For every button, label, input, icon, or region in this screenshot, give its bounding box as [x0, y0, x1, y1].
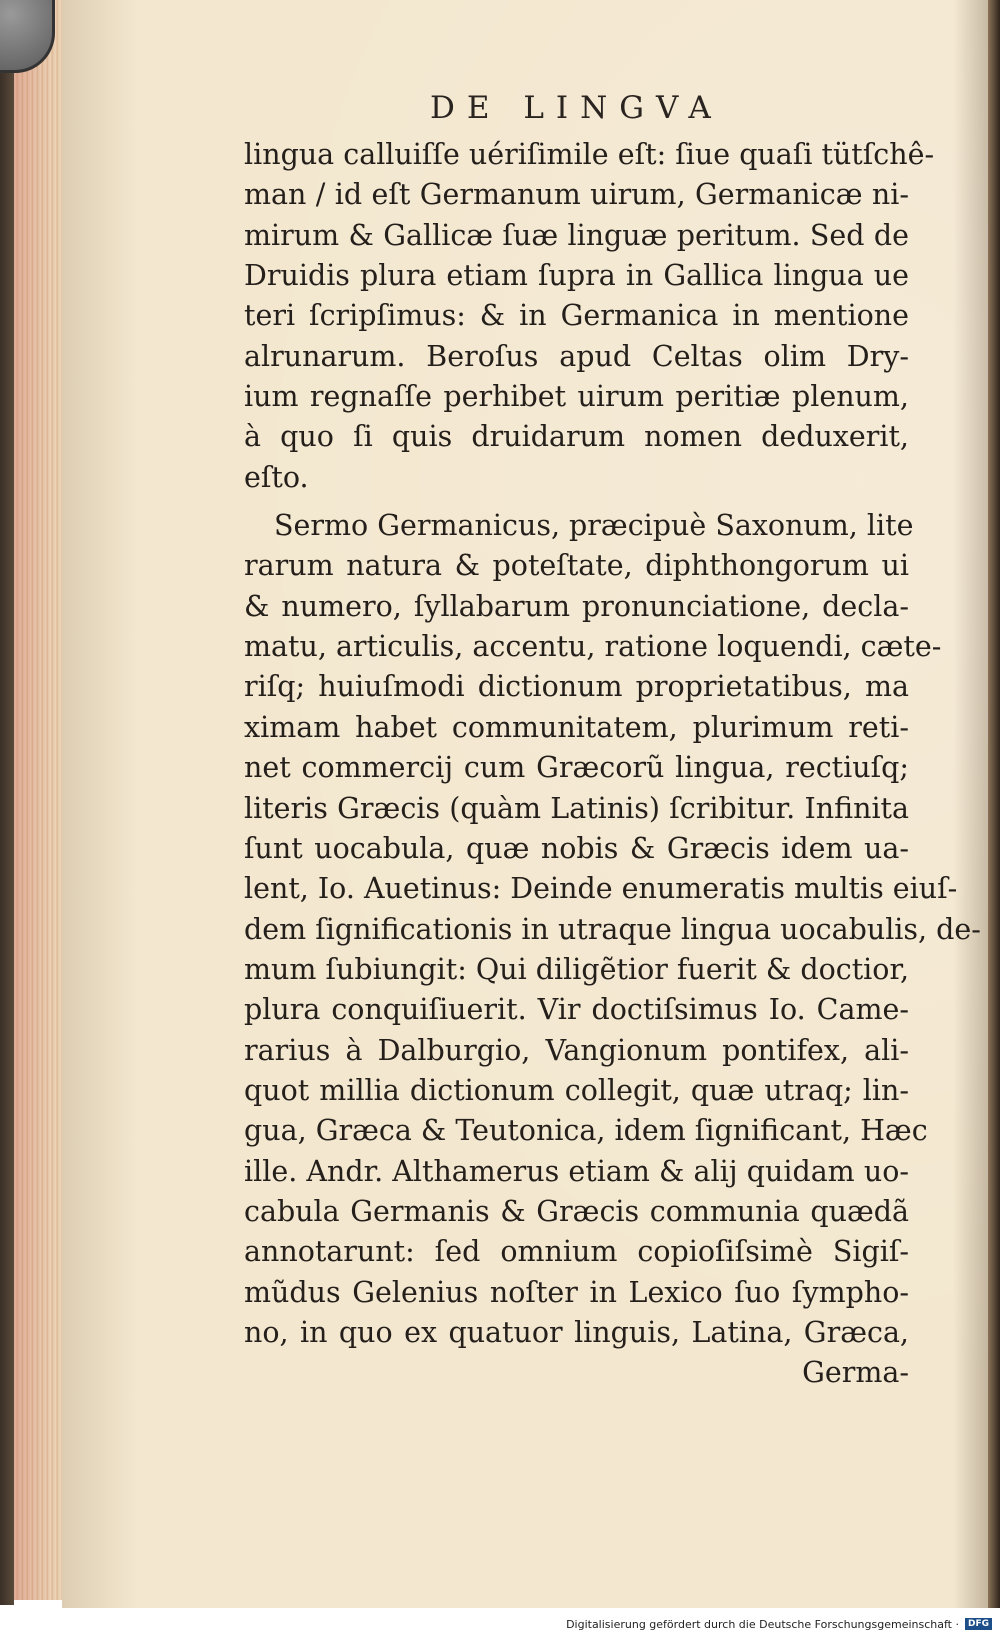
digitization-credit — [566, 1613, 992, 1635]
text-line: plura conquiſiuerit. Vir doctiſsimus Io. Came- — [244, 993, 909, 1027]
text-line: rarius à Dalburgio, Vangionum pontifex, ali- — [244, 1033, 909, 1067]
text-line: Druidis plura etiam ſupra in Gallica lingua ue — [244, 259, 909, 293]
credit-text: Digitalisierung gefördert durch die Deutsche Forschungsgemeinschaft · — [566, 1617, 959, 1631]
text-line: mũdus Gelenius noſter in Lexico ſuo ſympho- — [244, 1275, 909, 1309]
book-cover-edge — [0, 0, 14, 1605]
text-line: ium regnaſſe perhibet uirum peritiæ plenum, — [244, 380, 909, 414]
text-line: literis Græcis (quàm Latinis) ſcribitur. Infinita — [244, 791, 909, 825]
text-line: lent, Io. Auetinus: Deinde enumeratis multis eiuſ- — [244, 872, 958, 906]
text-line: rarum natura & poteſtate, diphthongorum ui — [244, 549, 909, 583]
text-line: Sermo Germanicus, præcipuè Saxonum, lite — [274, 509, 914, 543]
text-line: matu, articulis, accentu, ratione loquendi, cæte- — [244, 630, 942, 664]
text-line: man / id eſt Germanum uirum, Germanicæ ni- — [244, 178, 909, 212]
text-line: gua, Græca & Teutonica, idem ſignificant, Hæc — [244, 1114, 928, 1148]
gutter-shadow — [988, 0, 1000, 1608]
text-line: & numero, ſyllabarum pronunciatione, decla- — [244, 589, 909, 623]
catchword: Germa- — [802, 1356, 909, 1390]
text-line: cabula Germanis & Græcis communia quædã — [244, 1194, 909, 1228]
text-line: riſq; huiuſmodi dictionum proprietatibus, ma — [244, 670, 909, 704]
text-line: lingua calluiſſe uériſimile eſt: ſiue quaſi tütſchê- — [244, 138, 935, 171]
text-line: eſto. — [244, 460, 309, 494]
text-line: ſunt uocabula, quæ nobis & Græcis idem ua- — [244, 831, 909, 865]
text-line: teri ſcripſimus: & in Germanica in mentione — [244, 299, 909, 333]
running-header: DE LINGVA — [430, 90, 723, 126]
text-line: no, in quo ex quatuor linguis, Latina, Græca, — [244, 1315, 909, 1349]
text-line: alrunarum. Beroſus apud Celtas olim Dry- — [244, 339, 909, 373]
text-line: mirum & Gallicæ ſuæ linguæ peritum. Sed de — [244, 218, 909, 252]
text-line: net commercij cum Græcorũ lingua, rectiuſq; — [244, 751, 909, 785]
text-line: dem ſignificationis in utraque lingua uocabulis, de- — [244, 912, 981, 946]
text-line: mum ſubiungit: Qui diligẽtior fuerit & doctior, — [244, 952, 910, 986]
text-line: annotarunt: ſed omnium copioſiſsimè Sigiſ- — [244, 1235, 909, 1269]
dfg-logo: DFG — [965, 1618, 992, 1630]
text-line: ille. Andr. Althamerus etiam & alij quidam uo- — [244, 1154, 909, 1188]
text-line: à quo ſi quis druidarum nomen deduxerit, — [244, 420, 909, 454]
body-text — [244, 135, 981, 1394]
text-line: quot millia dictionum collegit, quæ utraq; lin- — [244, 1073, 909, 1107]
text-line: ximam habet communitatem, plurimum reti- — [244, 710, 909, 744]
